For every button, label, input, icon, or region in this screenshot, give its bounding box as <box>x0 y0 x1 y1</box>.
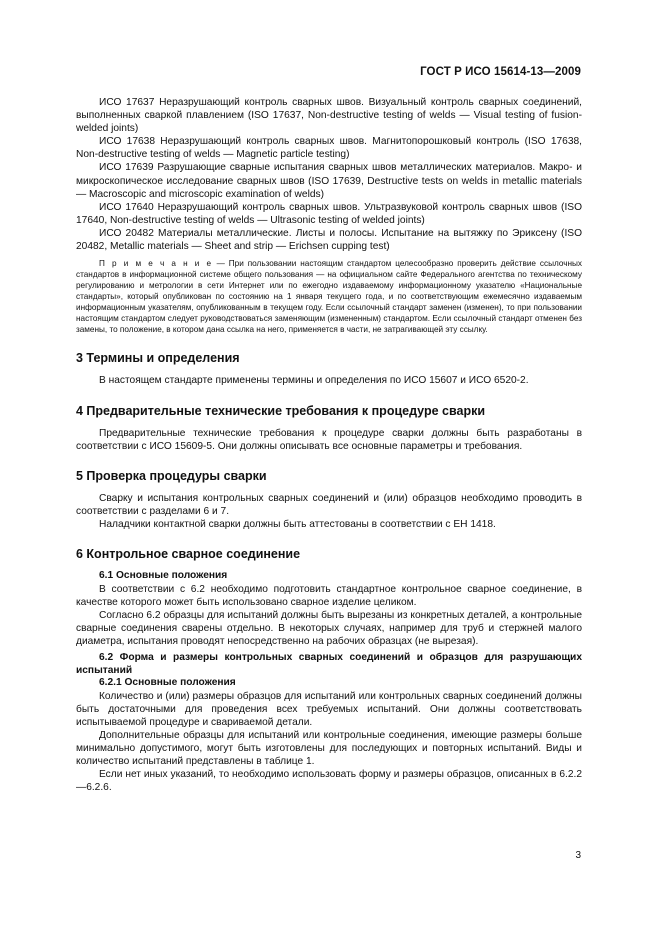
ref-iso-17637: ИСО 17637 Неразрушающий контроль сварных швов. Визуальный контроль сварных соединений, выполненных сваркой плавлением (ISO 17637, Non-destructive testing of welds — Visual testing of fusion-welded joints) <box>76 97 582 135</box>
page-content <box>76 96 582 794</box>
section-4-text: Предварительные технические требования к процедуре сварки должны быть разработаны в соответствии с ИСО 15609-5. Они должны описывать все основные параметры и требования. <box>76 427 582 452</box>
note-text: — При пользовании настоящим стандартом целесообразно проверить действие ссылочных стандартов в информационной системе общего пользования — на официальном сайте Федерального агентства по техническому регулированию и метрологии в сети Интернет или по ежегодно издаваемому информационному указателю «Национальные стандарты», который опубликован по состоянию на 1 января текущего года, и по соответствующим ежемесячно издаваемым информационным указателям, опубликованным в текущем году. Если ссылочный стандарт заменен (изменен), то при пользовании настоящим стандартом следует руководствоваться заменяющим (измененным) стандартом. Если ссылочный стандарт отменен без замены, то положение, в котором дана ссылка на него, применяется в части, не затрагивающей эту ссылку. <box>76 259 582 334</box>
subsection-6-2-1-title: 6.2.1 Основные положения <box>99 676 236 688</box>
reference-note <box>76 259 582 335</box>
subsection-6-2-1-text-2: Дополнительные образцы для испытаний или контрольные соединения, имеющие размеры больше минимально допустимого, могут быть изготовлены для последующих и повторных испытаний. Виды и количество испытаний представлены в таблице 1. <box>76 729 582 768</box>
ref-iso-17638: ИСО 17638 Неразрушающий контроль сварных швов. Магнитопорошковый контроль (ISO 17638, Non-destructive testing of welds — Magnetic particle testing) <box>76 136 582 161</box>
subsection-6-1-title: 6.1 Основные положения <box>99 570 228 582</box>
section-5-title: 5 Проверка процедуры сварки <box>76 468 267 483</box>
standard-code-header: ГОСТ Р ИСО 15614-13—2009 <box>420 66 581 78</box>
subsection-6-2-1-text-1: Количество и (или) размеры образцов для испытаний или контрольных сварных соединений должны быть достаточными для проведения всех требуемых испытаний. Они должны соответствовать испытываемой процедуре и свариваемой детали. <box>76 690 582 728</box>
section-3-text: В настоящем стандарте применены термины и определения по ИСО 15607 и ИСО 6520-2. <box>99 375 529 387</box>
section-5-text-1: Сварку и испытания контрольных сварных соединений и (или) образцов необходимо проводить в соответствии с разделами 6 и 7. <box>76 492 582 517</box>
subsection-6-1-text-2: Согласно 6.2 образцы для испытаний должны быть вырезаны из конкретных деталей, а контрольные сварные соединения сварены отдельно. В некоторых случаях, например для труб и стержней малого диаметра, испытания проводят непосредственно на рабочих образцах (не вырезая). <box>76 610 582 648</box>
ref-iso-20482: ИСО 20482 Материалы металлические. Листы и полосы. Испытание на вытяжку по Эриксену (ISO 20482, Metallic materials — Sheet and strip — Erichsen cupping test) <box>76 227 582 253</box>
subsection-6-1-text-1: В соответствии с 6.2 необходимо подготовить стандартное контрольное сварное соединение, в качестве которого может быть использовано сварное изделие целиком. <box>76 584 582 609</box>
ref-iso-17640: ИСО 17640 Неразрушающий контроль сварных швов. Ультразвуковой контроль сварных швов (ISO 17640, Non-destructive testing of welds — Ultrasonic testing of welded joints) <box>76 201 582 226</box>
section-6-title: 6 Контрольное сварное соединение <box>76 547 301 562</box>
subsection-6-2-heading <box>76 651 582 677</box>
note-label: П р и м е ч а н и е <box>99 259 213 269</box>
section-3-title: 3 Термины и определения <box>76 351 240 366</box>
page-number: 3 <box>575 850 581 861</box>
subsection-6-2-1-text-3: Если нет иных указаний, то необходимо использовать форму и размеры образцов, описанных в 6.2.2—6.2.6. <box>76 769 582 794</box>
section-5-text-2: Наладчики контактной сварки должны быть аттестованы в соответствии с ЕН 1418. <box>99 518 496 530</box>
subsection-6-2-title: 6.2 Форма и размеры контрольных сварных соединений и образцов для разрушающих испытаний <box>76 651 582 676</box>
ref-iso-17639: ИСО 17639 Разрушающие сварные испытания сварных швов металлических материалов. Макро- и микроскопическое исследование сварных швов (ISO 17639, Destructive tests on welds in metallic materials — Macroscopic and microscopic examination of welds) <box>76 162 582 200</box>
section-4-title: 4 Предварительные технические требования к процедуре сварки <box>76 403 486 418</box>
